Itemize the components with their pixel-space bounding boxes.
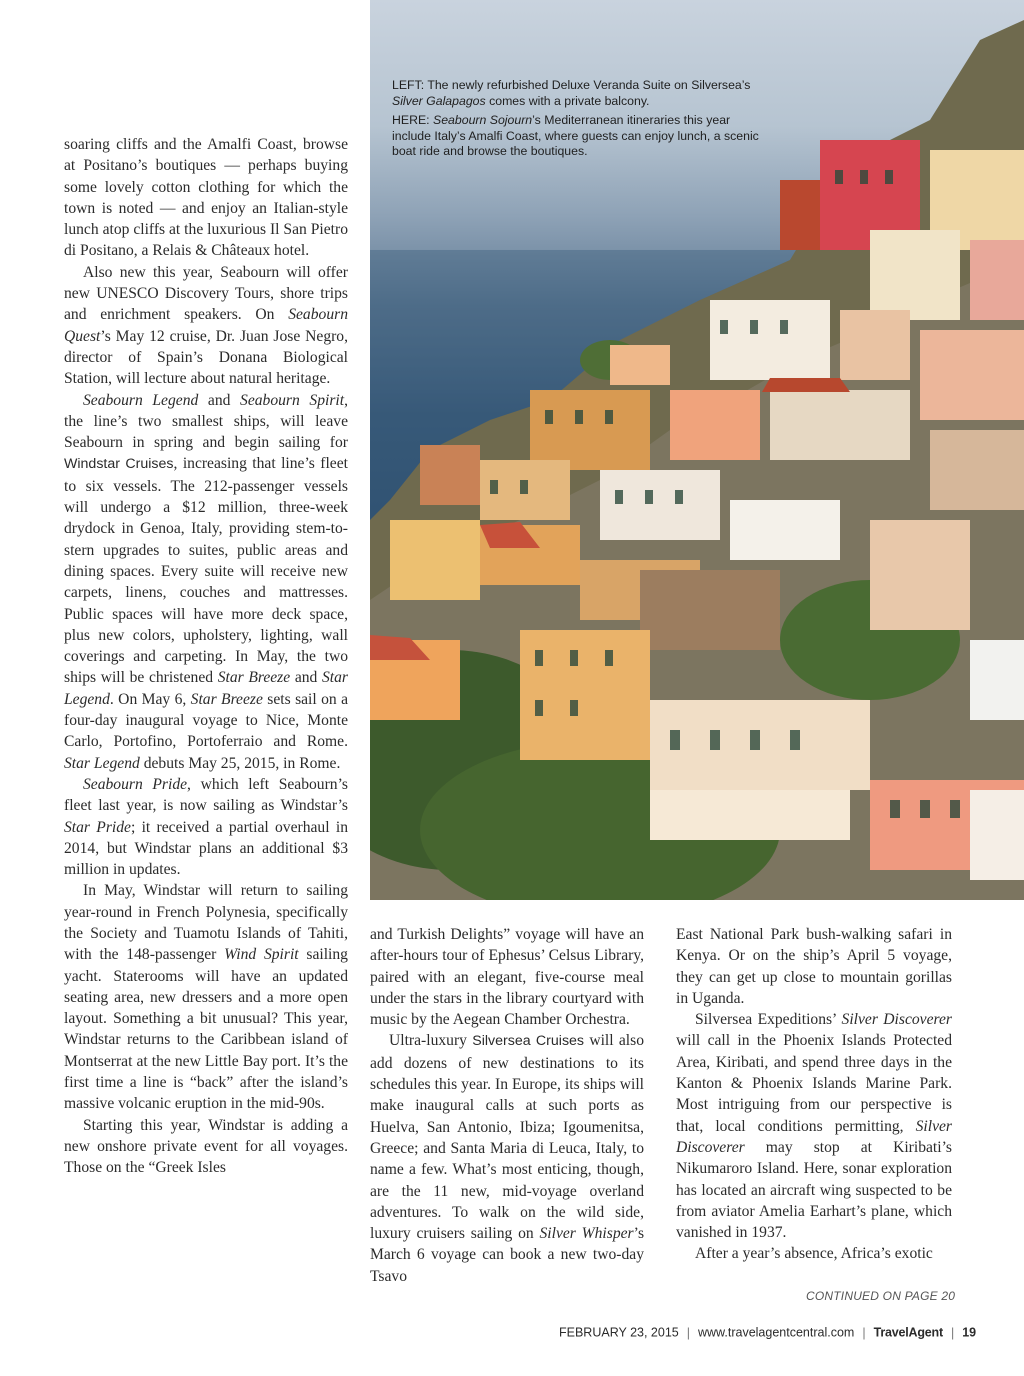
issue-date: FEBRUARY 23, 2015 <box>559 1325 679 1340</box>
paragraph: Seabourn Legend and Seabourn Spirit, the line’s two smallest ships, will leave Seabourn in spring and begin sailing for Windstar Cruises, increasing that line’s fleet to six vessels. The 212-passenger vessels will undergo a $12 million, three-week drydock in Genoa, Italy, providing stem-to-stern upgrades to suites, public areas and dining spaces. Every suite will receive new carpets, linens, couches and mattresses. Public spaces will have more deck space, plus new colors, upholstery, lighting, wall coverings and carpeting. In May, the two ships will be christened Star Breeze and Star Legend. On May 6, Star Breeze sets sail on a four-day inaugural voyage to Nice, Monte Carlo, Portofino, Portoferraio and Rome. Star Legend debuts May 25, 2015, in Rome. <box>64 391 348 772</box>
paragraph: Also new this year, Seabourn will offer new UNESCO Discovery Tours, shore trips and enrichment speakers. On Seabourn Quest’s May 12 cruise, Dr. Juan Jose Negro, director of Spain’s Donana Biological Station, will lecture about natural heritage. <box>64 263 348 388</box>
website-link[interactable]: www.travelagentcentral.com <box>698 1325 855 1340</box>
paragraph: In May, Windstar will return to sailing year-round in French Polynesia, specifically the Society and Tuamotu Islands of Tahiti, with the 148-passenger Wind Spirit sailing yacht. Staterooms will have an updated seating area, new dressers and a more open layout. Something a bit unusual? This year, Windstar returns to the Caribbean island of Montserrat at the new Little Bay port. It’s the first time a line is “back” after the island’s massive volcanic eruption in the mid-90s. <box>64 882 348 1113</box>
paragraph: Ultra-luxury Silversea Cruises will also add dozens of new destinations to its schedules this year. In Europe, its ships will make inaugural calls at such ports as Huelva, San Antonio, Ibiza; Igoumenitsa, Greece; and Santa Maria di Leuca, Italy, to name a few. What’s most enticing, though, are the 11 new, mid-voyage overland adventures. To walk on the wild side, luxury cruisers sailing on Silver Whisper’s March 6 voyage can book a new two-day Tsavo <box>370 1032 645 1285</box>
paragraph: East National Park bush-walking safari in Kenya. Or on the ship’s April 5 voyage, they can get up close to mountain gorillas in Uganda. <box>676 926 952 1007</box>
divider: | <box>686 1325 690 1340</box>
continued-notice: CONTINUED ON PAGE 20 <box>806 1289 956 1303</box>
page-number: 19 <box>962 1325 977 1340</box>
divider: | <box>862 1325 866 1340</box>
article-column-1 <box>64 134 348 1179</box>
page-footer <box>559 1325 976 1343</box>
paragraph: Starting this year, Windstar is adding a new onshore private event for all voyages. Those on the “Greek Isles <box>64 1116 348 1177</box>
divider: | <box>950 1325 955 1340</box>
article-column-2 <box>370 924 644 1287</box>
paragraph: Silversea Expeditions’ Silver Discoverer will call in the Phoenix Islands Protected Area, Kiribati, and spend three days in the Kanton & Phoenix Islands Marine Park. Most intriguing from our perspective is that, local conditions permitting, Silver Discoverer may stop at Kiribati’s Nikumaroro Island. Here, sonar exploration has located an aircraft wing suspected to be from aviator Amelia Earhart’s plane, which vanished in 1937. <box>676 1011 952 1242</box>
paragraph: soaring cliffs and the Amalfi Coast, browse at Positano’s boutiques — perhaps buying some lovely cotton clothing for which the town is noted — and enjoy an Italian-style lunch atop cliffs at the luxurious Il San Pietro di Positano, a Relais & Châteaux hotel. <box>64 136 348 260</box>
paragraph: and Turkish Delights” voyage will have an after-hours tour of Ephesus’ Celsus Library, paired with an elegant, five-course meal under the stars in the library courtyard with music by the Aegean Chamber Orchestra. <box>370 926 644 1029</box>
photo-caption <box>392 78 772 164</box>
brand-logo: TravelAgent <box>873 1325 943 1340</box>
caption-left: LEFT: The newly refurbished Deluxe Veranda Suite on Silversea’s Silver Galapagos comes with a private balcony. <box>392 78 751 108</box>
paragraph: Seabourn Pride, which left Seabourn’s fleet last year, is now sailing as Windstar’s Star Pride; it received a partial overhaul in 2014, but Windstar plans an additional $3 million in updates. <box>64 775 348 879</box>
caption-here: HERE: Seabourn Sojourn’s Mediterranean itineraries this year include Italy’s Amalfi Coast, where guests can enjoy lunch, a scenic boat ride and browse the boutiques. <box>392 113 759 159</box>
article-column-3 <box>676 924 952 1265</box>
paragraph: After a year’s absence, Africa’s exotic <box>695 1245 933 1263</box>
